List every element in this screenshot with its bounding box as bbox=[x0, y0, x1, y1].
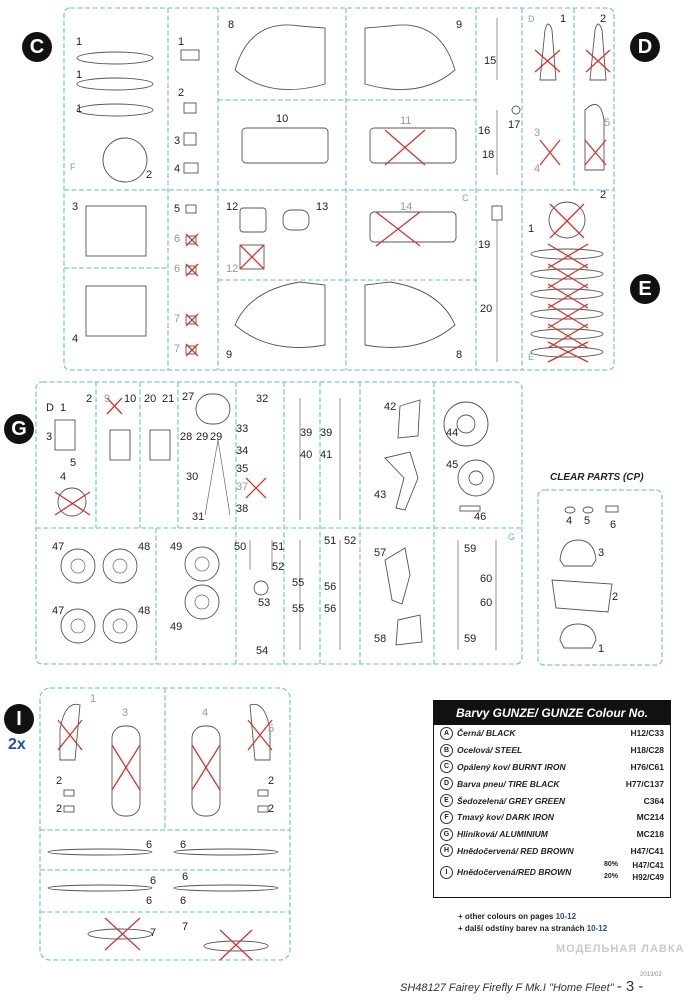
colour-row-i bbox=[434, 859, 670, 885]
colour-name: Hliníková/ ALUMINIUM bbox=[457, 829, 548, 840]
svg-text:27: 27 bbox=[182, 391, 195, 403]
svg-text:32: 32 bbox=[256, 393, 269, 405]
svg-text:1: 1 bbox=[178, 36, 185, 48]
colour-name: Hnědočervená/ RED BROWN bbox=[457, 845, 574, 856]
svg-text:6: 6 bbox=[146, 839, 153, 851]
svg-text:4: 4 bbox=[566, 515, 573, 527]
svg-text:3: 3 bbox=[598, 547, 605, 559]
svg-text:21: 21 bbox=[162, 393, 175, 405]
colour-row-g bbox=[434, 826, 670, 843]
svg-text:7: 7 bbox=[174, 343, 181, 355]
svg-text:7: 7 bbox=[182, 921, 189, 933]
colour-row-f bbox=[434, 809, 670, 826]
colour-name: Černá/ BLACK bbox=[457, 728, 516, 739]
colour-code: MC214 bbox=[636, 812, 664, 823]
sprue-c-label: C bbox=[22, 32, 52, 62]
svg-text:4: 4 bbox=[202, 707, 209, 719]
svg-text:3: 3 bbox=[534, 127, 541, 139]
svg-text:30: 30 bbox=[186, 471, 199, 483]
colour-row-h bbox=[434, 843, 670, 860]
svg-text:49: 49 bbox=[170, 541, 183, 553]
svg-text:1: 1 bbox=[76, 69, 83, 81]
svg-text:20: 20 bbox=[480, 303, 493, 315]
svg-text:3: 3 bbox=[122, 707, 129, 719]
colour-code: MC218 bbox=[636, 829, 664, 840]
svg-text:5: 5 bbox=[268, 723, 275, 735]
svg-text:47: 47 bbox=[52, 605, 65, 617]
watermark: МОДЕЛЬНАЯ ЛАВКА bbox=[556, 943, 685, 955]
svg-text:55: 55 bbox=[292, 603, 305, 615]
svg-text:3: 3 bbox=[72, 201, 79, 213]
svg-text:56: 56 bbox=[324, 581, 337, 593]
svg-text:56: 56 bbox=[324, 603, 337, 615]
colour-name: Šedozelená/ GREY GREEN bbox=[457, 795, 566, 806]
svg-text:44: 44 bbox=[446, 427, 459, 439]
svg-text:10: 10 bbox=[124, 393, 137, 405]
svg-text:49: 49 bbox=[170, 621, 183, 633]
colour-code: H77/C137 bbox=[625, 778, 664, 789]
svg-text:11: 11 bbox=[400, 115, 412, 127]
svg-text:60: 60 bbox=[480, 573, 493, 585]
svg-text:1: 1 bbox=[598, 643, 605, 655]
svg-text:16: 16 bbox=[478, 125, 491, 137]
svg-text:58: 58 bbox=[374, 633, 387, 645]
svg-text:39: 39 bbox=[320, 427, 333, 439]
svg-text:G: G bbox=[508, 532, 516, 542]
svg-text:48: 48 bbox=[138, 541, 151, 553]
svg-text:2: 2 bbox=[178, 87, 185, 99]
colour-letter-badge: D bbox=[440, 777, 453, 790]
svg-text:1: 1 bbox=[76, 103, 83, 115]
sprue-g-parts bbox=[55, 394, 496, 650]
colour-code: H76/C61 bbox=[630, 761, 664, 772]
svg-text:14: 14 bbox=[400, 201, 413, 213]
svg-text:55: 55 bbox=[292, 577, 305, 589]
colour-note-en bbox=[458, 912, 576, 921]
svg-text:47: 47 bbox=[52, 541, 65, 553]
colour-note-cz bbox=[458, 924, 607, 933]
svg-text:13: 13 bbox=[316, 201, 329, 213]
colour-row-d bbox=[434, 775, 670, 792]
mix-percent-2: 20% bbox=[603, 873, 618, 881]
svg-text:7: 7 bbox=[150, 927, 157, 939]
colour-letter-badge: F bbox=[440, 811, 453, 824]
svg-text:2: 2 bbox=[600, 189, 607, 201]
clear-parts-title: CLEAR PARTS (CP) bbox=[550, 472, 644, 483]
svg-text:34: 34 bbox=[236, 445, 249, 457]
svg-text:5: 5 bbox=[584, 515, 591, 527]
svg-text:4: 4 bbox=[534, 163, 541, 175]
colour-letter-badge: E bbox=[440, 794, 453, 807]
svg-text:53: 53 bbox=[258, 597, 271, 609]
colour-name: Tmavý kov/ DARK IRON bbox=[457, 812, 554, 823]
svg-text:4: 4 bbox=[60, 471, 67, 483]
svg-text:41: 41 bbox=[320, 449, 333, 461]
svg-text:2: 2 bbox=[56, 775, 63, 787]
svg-text:38: 38 bbox=[236, 503, 249, 515]
svg-text:3: 3 bbox=[46, 431, 53, 443]
svg-text:3: 3 bbox=[174, 135, 181, 147]
page-number: - 3 - bbox=[616, 978, 644, 995]
svg-text:15: 15 bbox=[484, 55, 497, 67]
svg-text:4: 4 bbox=[72, 333, 79, 345]
svg-text:50: 50 bbox=[234, 541, 247, 553]
footer-title: SH48127 Fairey Firefly F Mk.I "Home Fleet" bbox=[400, 982, 614, 994]
svg-text:52: 52 bbox=[272, 561, 285, 573]
svg-text:31: 31 bbox=[192, 511, 205, 523]
note-pages: 10-12 bbox=[555, 912, 577, 921]
svg-text:19: 19 bbox=[478, 239, 491, 251]
svg-text:6: 6 bbox=[610, 519, 617, 531]
colour-table bbox=[433, 700, 671, 898]
sprue-clear-frame bbox=[538, 490, 662, 665]
sprue-i-quantity: 2x bbox=[8, 736, 26, 753]
colour-code: H12/C33 bbox=[630, 728, 664, 739]
svg-text:1: 1 bbox=[528, 223, 535, 235]
mix-percent-1: 80% bbox=[603, 861, 618, 869]
svg-text:48: 48 bbox=[138, 605, 151, 617]
svg-text:39: 39 bbox=[300, 427, 313, 439]
svg-text:6: 6 bbox=[146, 895, 153, 907]
svg-text:10: 10 bbox=[276, 113, 289, 125]
mix-code-1: H47/C41 bbox=[632, 861, 664, 871]
note-pages: 10-12 bbox=[586, 924, 608, 933]
svg-text:D: D bbox=[46, 402, 54, 414]
svg-text:20: 20 bbox=[144, 393, 157, 405]
svg-text:8: 8 bbox=[228, 19, 235, 31]
svg-text:C: C bbox=[462, 193, 469, 203]
svg-text:2: 2 bbox=[146, 169, 153, 181]
svg-text:2: 2 bbox=[268, 775, 275, 787]
svg-text:40: 40 bbox=[300, 449, 313, 461]
svg-text:2: 2 bbox=[56, 803, 63, 815]
svg-text:6: 6 bbox=[174, 233, 181, 245]
print-date: 2013/02 bbox=[640, 972, 662, 978]
svg-text:1: 1 bbox=[60, 402, 67, 414]
svg-text:59: 59 bbox=[464, 543, 477, 555]
svg-text:45: 45 bbox=[446, 459, 459, 471]
svg-text:6: 6 bbox=[174, 263, 181, 275]
svg-text:6: 6 bbox=[180, 839, 187, 851]
svg-text:12: 12 bbox=[226, 201, 239, 213]
svg-text:43: 43 bbox=[374, 489, 387, 501]
colour-row-b bbox=[434, 742, 670, 759]
svg-text:2: 2 bbox=[600, 13, 607, 25]
sprue-g-label: G bbox=[4, 414, 34, 444]
colour-letter-badge: B bbox=[440, 744, 453, 757]
svg-text:1: 1 bbox=[560, 13, 567, 25]
sprue-i-label: I bbox=[4, 704, 34, 734]
svg-text:51: 51 bbox=[324, 535, 337, 547]
svg-text:F: F bbox=[70, 162, 76, 172]
note-text: + other colours on pages bbox=[458, 912, 554, 921]
svg-text:33: 33 bbox=[236, 423, 249, 435]
colour-row-e bbox=[434, 792, 670, 809]
svg-text:59: 59 bbox=[464, 633, 477, 645]
note-text: + další odstíny barev na stranách bbox=[458, 924, 585, 933]
colour-letter-badge: G bbox=[440, 828, 453, 841]
svg-text:29: 29 bbox=[196, 431, 209, 443]
footer bbox=[400, 978, 643, 995]
sprue-e-label: E bbox=[630, 274, 660, 304]
svg-text:18: 18 bbox=[482, 149, 495, 161]
svg-text:2: 2 bbox=[86, 393, 93, 405]
svg-text:60: 60 bbox=[480, 597, 493, 609]
svg-text:46: 46 bbox=[474, 511, 487, 523]
svg-text:29: 29 bbox=[210, 431, 223, 443]
colour-name: Ocelová/ STEEL bbox=[457, 745, 523, 756]
svg-text:54: 54 bbox=[256, 645, 269, 657]
svg-text:5: 5 bbox=[70, 457, 77, 469]
svg-text:D: D bbox=[528, 14, 535, 24]
mix-code-2: H92/C49 bbox=[632, 873, 664, 883]
svg-text:9: 9 bbox=[226, 349, 233, 361]
svg-text:9: 9 bbox=[456, 19, 463, 31]
svg-text:17: 17 bbox=[508, 119, 521, 131]
colour-letter-badge: I bbox=[440, 866, 453, 879]
colour-letter-badge: H bbox=[440, 844, 453, 857]
sprue-clear-parts bbox=[552, 506, 618, 648]
svg-text:42: 42 bbox=[384, 401, 397, 413]
colour-name: Barva pneu/ TIRE BLACK bbox=[457, 778, 560, 789]
svg-text:35: 35 bbox=[236, 463, 249, 475]
svg-text:5: 5 bbox=[174, 203, 181, 215]
svg-text:57: 57 bbox=[374, 547, 387, 559]
colour-table-title: Barvy GUNZE/ GUNZE Colour No. bbox=[434, 701, 670, 725]
sprue-c-frame bbox=[64, 8, 614, 370]
colour-row-c bbox=[434, 759, 670, 776]
colour-letter-badge: C bbox=[440, 760, 453, 773]
svg-text:1: 1 bbox=[76, 36, 83, 48]
sprue-d-label: D bbox=[630, 32, 660, 62]
svg-text:7: 7 bbox=[174, 313, 181, 325]
svg-text:28: 28 bbox=[180, 431, 193, 443]
svg-text:37: 37 bbox=[236, 481, 249, 493]
colour-row-a bbox=[434, 725, 670, 742]
colour-letter-badge: A bbox=[440, 727, 453, 740]
sprue-i-parts bbox=[48, 704, 278, 951]
svg-text:6: 6 bbox=[150, 875, 157, 887]
svg-text:51: 51 bbox=[272, 541, 285, 553]
svg-text:2: 2 bbox=[268, 803, 275, 815]
svg-text:12: 12 bbox=[226, 263, 239, 275]
svg-text:6: 6 bbox=[182, 871, 189, 883]
sprue-c-part-numbers bbox=[70, 13, 610, 362]
svg-text:1: 1 bbox=[90, 693, 97, 705]
colour-code: H18/C28 bbox=[630, 745, 664, 756]
svg-text:9: 9 bbox=[104, 393, 111, 405]
colour-code: C364 bbox=[643, 795, 664, 806]
svg-text:8: 8 bbox=[456, 349, 463, 361]
svg-text:52: 52 bbox=[344, 535, 357, 547]
svg-text:6: 6 bbox=[180, 895, 187, 907]
colour-code: H47/C41 bbox=[630, 845, 664, 856]
colour-name: Opálený kov/ BURNT IRON bbox=[457, 761, 566, 772]
svg-text:4: 4 bbox=[174, 163, 181, 175]
colour-name: Hnědočervená/RED BROWN bbox=[457, 867, 572, 878]
svg-text:E: E bbox=[528, 352, 535, 362]
svg-text:2: 2 bbox=[612, 591, 619, 603]
svg-text:5: 5 bbox=[604, 117, 611, 129]
